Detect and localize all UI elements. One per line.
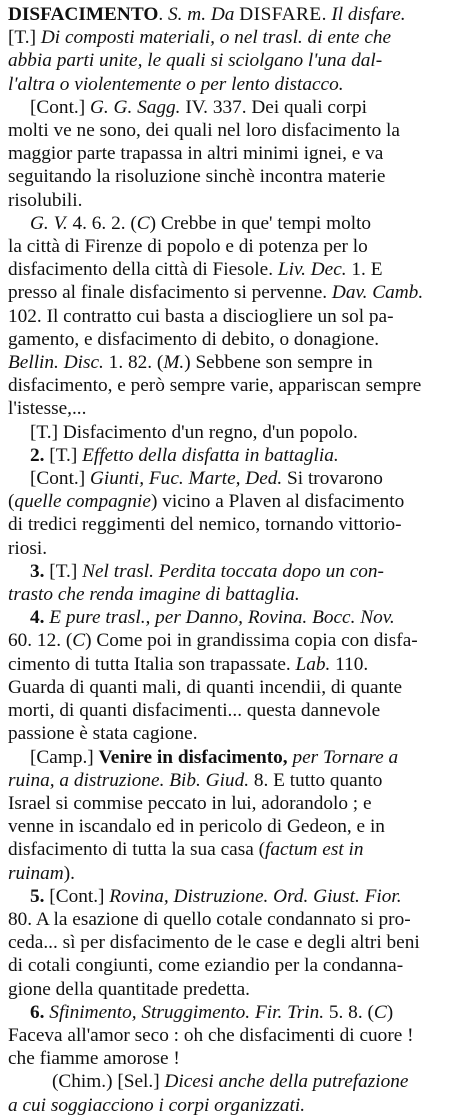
entry-text-line: 5. [Cont.] Rovina, Distruzione. Ord. Giust. Fior. <box>30 885 402 907</box>
entry-text-line: l'istesse,... <box>8 398 87 420</box>
entry-text-line: 80. A la esazione di quello cotale condannato si pro- <box>8 908 411 930</box>
entry-text-line: ceda... sì per disfacimento de le case e degli altri beni <box>8 932 420 954</box>
entry-text-line: G. V. 4. 6. 2. (C) Crebbe in que' tempi molto <box>30 212 372 234</box>
entry-text-line: passione è stata cagione. <box>8 723 198 745</box>
entry-text-line: di cotali congiunti, come eziandio per la condanna- <box>8 955 404 977</box>
entry-text-line: ruina, a distruzione. Bib. Giud. 8. E tutto quanto <box>8 769 383 791</box>
entry-text-line: [Cont.] Giunti, Fuc. Marte, Ded. Si trovarono <box>30 468 383 490</box>
entry-text-line: che fiamme amorose ! <box>8 1048 180 1070</box>
entry-text-line: 6. Sfinimento, Struggimento. Fir. Trin. 5. 8. (C) <box>30 1001 394 1023</box>
entry-text-line: 2. [T.] Effetto della disfatta in battaglia. <box>30 444 339 466</box>
entry-text-line: presso al finale disfacimento si pervenne. Dav. Camb. <box>8 282 424 304</box>
entry-text-line: 60. 12. (C) Come poi in grandissima copia con disfa- <box>8 630 418 652</box>
entry-text-line: riosi. <box>8 537 48 559</box>
entry-text-line: 3. [T.] Nel trasl. Perdita toccata dopo un con- <box>30 560 384 582</box>
entry-text-line: 102. Il contratto cui basta a disciogliere un sol pa- <box>8 305 394 327</box>
entry-text-line: Faceva all'amor seco : oh che disfacimenti di cuore ! <box>8 1024 414 1046</box>
entry-text-line: molti ve ne sono, dei quali nel loro disfacimento la <box>8 120 400 142</box>
entry-text-line: 4. E pure trasl., per Danno, Rovina. Bocc. Nov. <box>30 607 395 629</box>
entry-text-line: [T.] Di composti materiali, o nel trasl. di ente che <box>8 27 392 49</box>
entry-text-line: morti, di quanti disfacimenti... questa dannevole <box>8 700 381 722</box>
entry-text-line: (quelle compagnie) vicino a Plaven al disfacimento <box>8 491 405 513</box>
entry-text-line: disfacimento di tutta la sua casa (factum est in <box>8 839 364 861</box>
entry-text-line: maggior parte trapassa in altri minimi ignei, e va <box>8 143 384 165</box>
entry-text-line: cimento di tutta Italia son trapassate. Lab. 110. <box>8 653 369 675</box>
entry-text-line: [Camp.] Venire in disfacimento, per Tornare a <box>30 746 399 768</box>
entry-text-line: Bellin. Disc. 1. 82. (M.) Sebbene son sempre in <box>8 352 373 374</box>
entry-text-line: Guarda di quanti mali, di quanti incendii, di quante <box>8 676 403 698</box>
entry-text-line: disfacimento, e però sempre varie, appariscan sempre <box>8 375 422 397</box>
entry-text-line: la città di Firenze di popolo e di potenza per lo <box>8 236 368 258</box>
entry-text-line: trasto che renda imagine di battaglia. <box>8 584 300 606</box>
entry-text-line: (Chim.) [Sel.] Dicesi anche della putrefazione <box>52 1071 409 1093</box>
entry-text-line: gione della quantitade predetta. <box>8 978 250 1000</box>
entry-text-line: abbia parti unite, le quali si sciolgano l'una dal- <box>8 50 383 72</box>
entry-text-line: Israel si commise peccato in lui, adorandolo ; e <box>8 792 372 814</box>
entry-text-line: disfacimento della città di Fiesole. Liv. Dec. 1. E <box>8 259 383 281</box>
entry-text-line: venne in iscandalo ed in pericolo di Gedeon, e in <box>8 816 385 838</box>
entry-text-line: seguitando la risoluzione sinchè incontra materie <box>8 166 386 188</box>
entry-text-line: risolubili. <box>8 189 83 211</box>
entry-text-line: gamento, e disfacimento di debito, o donagione. <box>8 328 380 350</box>
entry-text-line: di tredici reggimenti del nemico, tornando vittorio- <box>8 514 402 536</box>
entry-headline: DISFACIMENTO. S. m. Da DISFARE. Il disfare. <box>8 4 406 25</box>
entry-text-line: [T.] Disfacimento d'un regno, d'un popolo. <box>30 421 358 443</box>
entry-text-line: a cui soggiacciono i corpi organizzati. <box>8 1094 306 1116</box>
entry-text-line: ruinam). <box>8 862 75 884</box>
entry-text-line: [Cont.] G. G. Sagg. IV. 337. Dei quali corpi <box>30 96 368 118</box>
entry-text-line: l'altra o violentemente o per lento distacco. <box>8 73 344 95</box>
